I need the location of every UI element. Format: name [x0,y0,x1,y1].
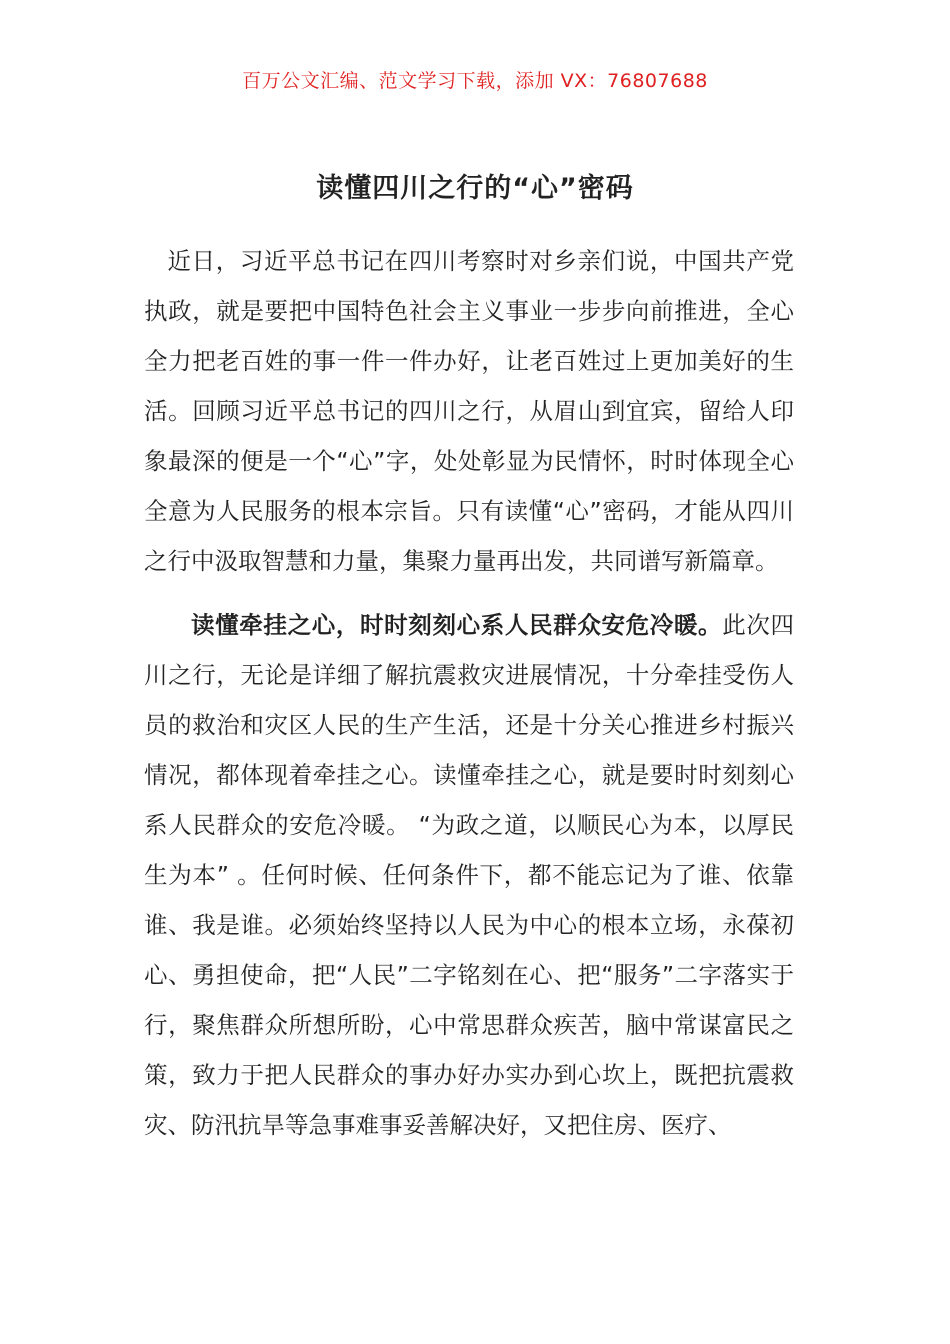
paragraph-intro [144,236,794,586]
paragraph-text: 此次四川之行，无论是详细了解抗震救灾进展情况，十分牵挂受伤人员的救治和灾区人民的生产生活，还是十分关心推进乡村振兴情况，都体现着牵挂之心。读懂牵挂之心，就是要时时刻刻心系人民群众的安危冷暖。 “为政之道，以顺民心为本，以厚民生为本” 。任何时候、任何条件下，都不能忘记为了谁、依靠谁、我是谁。必须始终坚持以人民为中心的根本立场，永葆初心、勇担使命，把“人民”二字铭刻在心、把“服务”二字落实于行，聚焦群众所想所盼，心中常思群众疾苦，脑中常谋富民之策，致力于把人民群众的事办好办实办到心坎上，既把抗震救灾、防汛抗旱等急事难事妥善解决好，又把住房、医疗、 [144,611,795,1139]
paragraph-lead: 读懂牵挂之心，时时刻刻心系人民群众安危冷暖。 [191,611,723,639]
paragraph-text: 近日，习近平总书记在四川考察时对乡亲们说，中国共产党执政，就是要把中国特色社会主义事业一步步向前推进，全心全力把老百姓的事一件一件办好，让老百姓过上更加美好的生活。回顾习近平总书记的四川之行，从眉山到宜宾，留给人印象最深的便是一个“心”字，处处彰显为民情怀，时时体现全心全意为人民服务的根本宗旨。只有读懂“心”密码，才能从四川之行中汲取智慧和力量，集聚力量再出发，共同谱写新篇章。 [144,247,794,575]
document-title: 读懂四川之行的“心”密码 [316,173,634,204]
watermark-header: 百万公文汇编、范文学习下载，添加 VX：76807688 [242,70,708,92]
document-body [144,236,794,1150]
paragraph-section-1 [144,600,794,1150]
